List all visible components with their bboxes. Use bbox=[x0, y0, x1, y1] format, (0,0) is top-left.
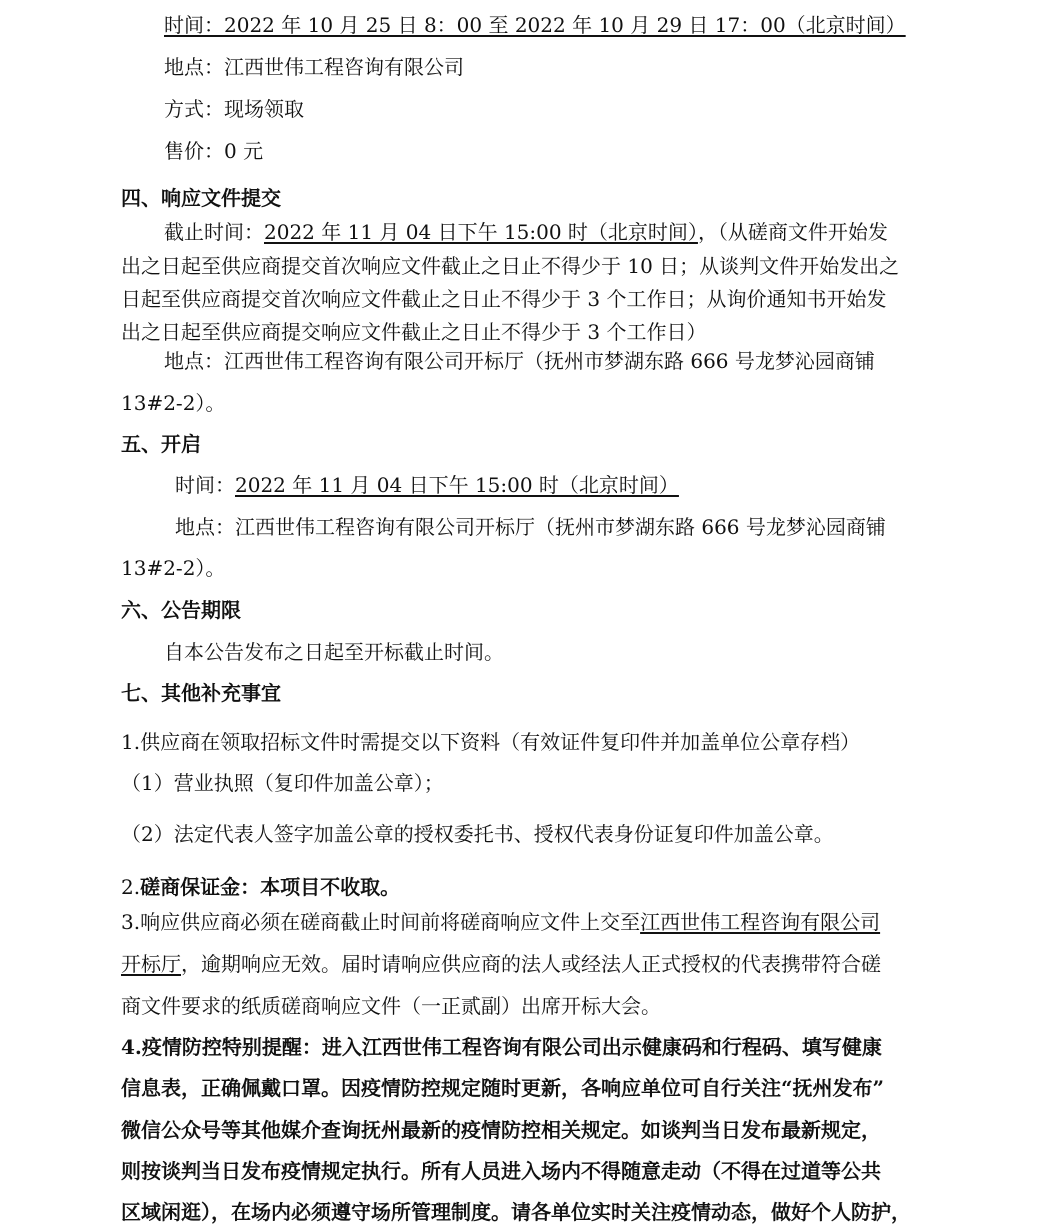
opening-time-label: 时间： bbox=[175, 473, 235, 497]
deadline-line bbox=[164, 220, 888, 244]
opening-location-cont: 13#2-2）。 bbox=[121, 556, 226, 580]
supplement-item-3-cont: 开标厅，逾期响应无效。届时请响应供应商的法人或经法人正式授权的代表携带符合磋 bbox=[121, 952, 881, 976]
doc-time-value: 时间：2022 年 10 月 25 日 8：00 至 2022 年 10 月 29 日 17：00（北京时间） bbox=[164, 13, 906, 37]
deadline-note-line: 出之日起至供应商提交首次响应文件截止之日止不得少于 10 日；从谈判文件开始发出之 bbox=[121, 254, 900, 278]
section-heading-4: 四、响应文件提交 bbox=[121, 186, 281, 210]
doc-price-line: 售价：0 元 bbox=[164, 139, 264, 163]
deadline-label: 截止时间： bbox=[164, 220, 264, 244]
epidemic-reminder-line: 则按谈判当日发布疫情规定执行。所有人员进入场内不得随意走动（不得在过道等公共 bbox=[121, 1159, 881, 1183]
epidemic-reminder-line: 区域闲逛），在场内必须遵守场所管理制度。请各单位实时关注疫情动态，做好个人防护， bbox=[121, 1200, 911, 1224]
supplement-item-2: 2.磋商保证金：本项目不收取。 bbox=[121, 875, 401, 899]
submission-location-cont: 13#2-2）。 bbox=[121, 391, 226, 415]
deadline-value: 2022 年 11 月 04 日下午 15:00 时（北京时间） bbox=[264, 220, 698, 244]
section-heading-6: 六、公告期限 bbox=[121, 598, 241, 622]
supplement-subitem-1: （1）营业执照（复印件加盖公章）； bbox=[121, 771, 444, 795]
epidemic-reminder-line: 微信公众号等其他媒介查询抚州最新的疫情防控相关规定。如谈判当日发布最新规定， bbox=[121, 1118, 881, 1142]
section-heading-7: 七、其他补充事宜 bbox=[121, 681, 281, 705]
submission-location-line: 地点：江西世伟工程咨询有限公司开标厅（抚州市梦湖东路 666 号龙梦沁园商铺 bbox=[164, 349, 875, 373]
opening-time-value: 2022 年 11 月 04 日下午 15:00 时（北京时间） bbox=[235, 473, 679, 497]
doc-time-line bbox=[164, 13, 906, 37]
epidemic-reminder-line: 4.疫情防控特别提醒：进入江西世伟工程咨询有限公司出示健康码和行程码、填写健康 bbox=[121, 1035, 882, 1059]
submission-venue-cont: 开标厅 bbox=[121, 952, 181, 976]
opening-location-line: 地点：江西世伟工程咨询有限公司开标厅（抚州市梦湖东路 666 号龙梦沁园商铺 bbox=[175, 515, 886, 539]
supplement-item-3-cont: 商文件要求的纸质磋商响应文件（一正贰副）出席开标大会。 bbox=[121, 994, 661, 1018]
deposit-note: 磋商保证金：本项目不收取。 bbox=[140, 875, 401, 899]
epidemic-reminder-line: 信息表，正确佩戴口罩。因疫情防控规定随时更新，各响应单位可自行关注“抚州发布” bbox=[121, 1076, 885, 1100]
supplement-item-1: 1.供应商在领取招标文件时需提交以下资料（有效证件复印件并加盖单位公章存档） bbox=[121, 730, 861, 754]
section-heading-5: 五、开启 bbox=[121, 432, 201, 456]
supplement-subitem-2: （2）法定代表人签字加盖公章的授权委托书、授权代表身份证复印件加盖公章。 bbox=[121, 822, 834, 846]
supplement-item-3: 3.响应供应商必须在磋商截止时间前将磋商响应文件上交至江西世伟工程咨询有限公司 bbox=[121, 910, 881, 934]
deadline-note-line: 日起至供应商提交首次响应文件截止之日止不得少于 3 个工作日；从询价通知书开始发 bbox=[121, 287, 887, 311]
deadline-note-line: 出之日起至供应商提交响应文件截止之日止不得少于 3 个工作日） bbox=[121, 320, 707, 344]
doc-method-line: 方式：现场领取 bbox=[164, 97, 304, 121]
doc-location-line: 地点：江西世伟工程咨询有限公司 bbox=[164, 55, 464, 79]
deadline-note-start: ，（从磋商文件开始发 bbox=[697, 220, 888, 244]
submission-venue: 江西世伟工程咨询有限公司 bbox=[640, 910, 881, 934]
opening-time-line bbox=[175, 473, 679, 497]
notice-period-line: 自本公告发布之日起至开标截止时间。 bbox=[164, 640, 504, 664]
